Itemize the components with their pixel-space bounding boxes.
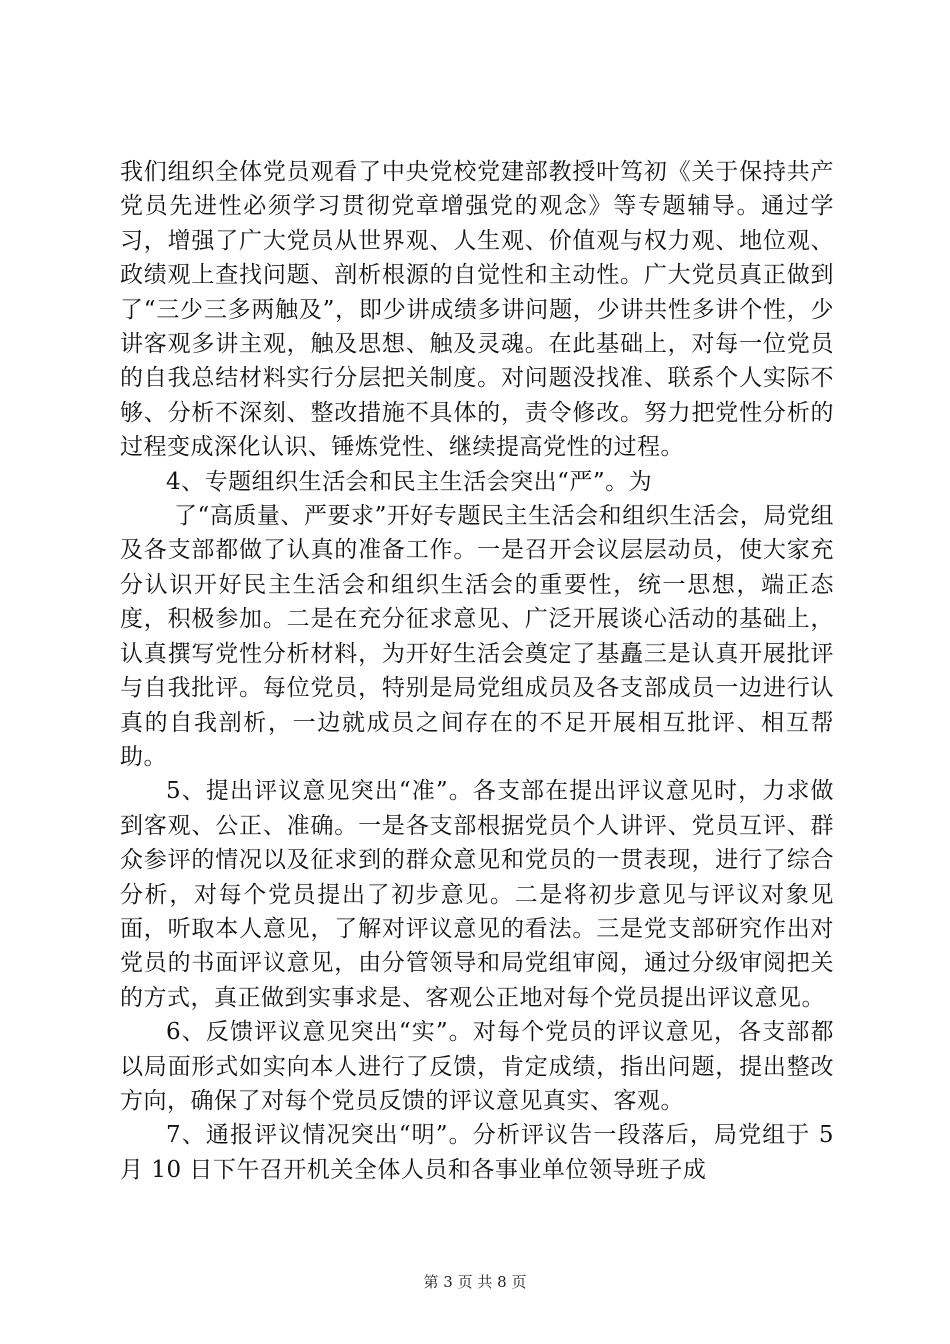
paragraph-item-6: 6、反馈评议意见突出“实”。对每个党员的评议意见，各支部都以局面形式如实向本人进行了反馈，肯定成绩，指出问题，提出整改方向，确保了对每个党员反馈的评议意见真实、客观。	[120, 1019, 834, 1114]
paragraph-item-4-heading: 4、专题组织生活会和民主生活会突出“严”。为	[166, 468, 653, 495]
paragraph-continued: 我们组织全体党员观看了中央党校党建部教授叶笃初《关于保持共产党员先进性必须学习贯彻党章增强党的观念》等专题辅导。通过学习，增强了广大党员从世界观、人生观、价值观与权力观、地位观、政绩观上查找问题、剖析根源的自觉性和主动性。广大党员真正做到了“三少三多两触及”，即少讲成绩多讲问题，少讲共性多讲个性，少讲客观多讲主观，触及思想、触及灵魂。在此基础上，对每一位党员的自我总结材料实行分层把关制度。对问题没找准、联系个人实际不够、分析不深刻、整改措施不具体的，责令修改。努力把党性分析的过程变成深化认识、锤炼党性、继续提高党性的过程。	[120, 159, 834, 461]
document-body	[120, 155, 834, 1187]
page-number-footer: 第 3 页 共 8 页	[423, 1273, 527, 1291]
paragraph-item-7: 7、通报评议情况突出“明”。分析评议告一段落后，局党组于 5 月 10 日下午召开机关全体人员和各事业单位领导班子成	[120, 1122, 834, 1183]
paragraph-item-5: 5、提出评议意见突出“准”。各支部在提出评议意见时，力求做到客观、公正、准确。一是各支部根据党员个人讲评、党员互评、群众参评的情况以及征求到的群众意见和党员的一贯表现，进行了综合分析，对每个党员提出了初步意见。二是将初步意见与评议对象见面，听取本人意见，了解对评议意见的看法。三是党支部研究作出对党员的书面评议意见，由分管领导和局党组审阅，通过分级审阅把关的方式，真正做到实事求是、客观公正地对每个党员提出评议意见。	[120, 778, 834, 1011]
paragraph-item-4-body: 了“高质量、严要求”开好专题民主生活会和组织生活会，局党组及各支部都做了认真的准备工作。一是召开会议层层动员，使大家充分认识开好民主生活会和组织生活会的重要性，统一思想，端正态度，积极参加。二是在充分征求意见、广泛开展谈心活动的基础上，认真撰写党性分析材料，为开好生活会奠定了基矗三是认真开展批评与自我批评。每位党员，特别是局党组成员及各支部成员一边进行认真的自我剖析，一边就成员之间存在的不足开展相互批评、相互帮助。	[120, 503, 834, 770]
